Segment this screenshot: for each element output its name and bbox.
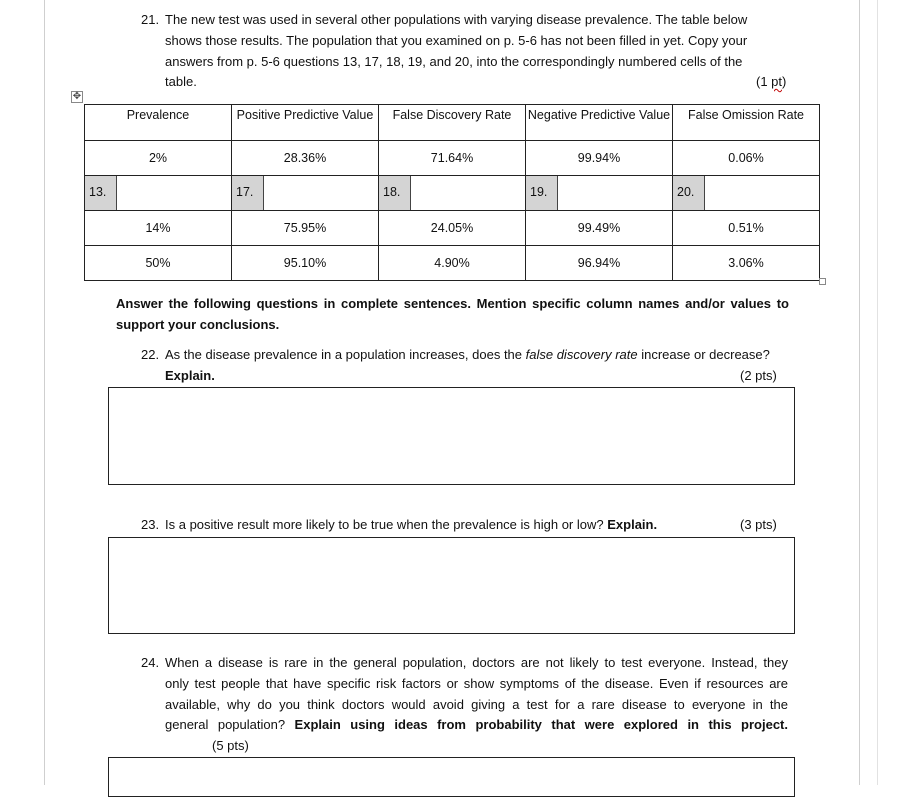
question-21-line-4: table. [165,74,197,89]
question-24-line-4 [165,717,788,732]
table-cell[interactable]: 71.64% [379,141,526,176]
page-edge-left [44,0,45,785]
header-fdr: False Discovery Rate [379,105,526,141]
question-22-explain: Explain. [165,368,215,383]
cell-label-13: 13. [85,176,117,210]
instructions: Answer the following questions in complete sentences. Mention specific column names and/or values to support your conclusions. [116,296,789,332]
question-22-text [165,347,770,362]
points-open: (1 [756,74,772,89]
question-23-points: (3 pts) [740,517,777,532]
question-21-line-1: The new test was used in several other populations with varying disease prevalence. The table below [165,12,748,27]
question-22-points: (2 pts) [740,368,777,383]
cell-label-17: 17. [232,176,264,210]
answer-cell-20[interactable] [673,176,820,211]
table-resize-handle[interactable] [819,278,826,285]
question-22-text-b: increase or decrease? [637,347,770,362]
table-cell[interactable]: 14% [85,211,232,246]
answer-box-23[interactable] [108,537,795,634]
question-21-points [756,74,786,89]
table-cell[interactable]: 0.51% [673,211,820,246]
table-header-row [85,105,820,141]
question-24-line-3: available, why do you think doctors would avoid giving a test for a rare disease to everyone in the [165,697,788,712]
table-cell[interactable]: 99.94% [526,141,673,176]
table-cell[interactable]: 50% [85,246,232,281]
question-23-text-main: Is a positive result more likely to be true when the prevalence is high or low? [165,517,608,532]
table-cell[interactable]: 96.94% [526,246,673,281]
table-row [85,141,820,176]
header-npv: Negative Predictive Value [526,105,673,141]
answer-box-22[interactable] [108,387,795,485]
question-24-number: 24. [141,655,160,670]
table-cell[interactable]: 2% [85,141,232,176]
table-cell[interactable]: 3.06% [673,246,820,281]
table-row-answers [85,176,820,211]
question-21-number: 21. [141,12,160,27]
move-handle-icon[interactable]: ✥ [72,91,82,102]
table-cell[interactable]: 95.10% [232,246,379,281]
table-cell[interactable]: 28.36% [232,141,379,176]
answer-cell-17[interactable] [232,176,379,211]
header-for: False Omission Rate [673,105,820,141]
question-21-line-2: shows those results. The population that you examined on p. 5-6 has not been filled in yet. Copy your [165,33,748,48]
table-row [85,211,820,246]
header-prevalence: Prevalence [85,105,232,141]
question-24-points: (5 pts) [212,738,249,753]
question-24-line-4-plain: general population? [165,717,295,732]
question-22-emphasis: false discovery rate [525,347,638,362]
table-cell[interactable]: 0.06% [673,141,820,176]
table-row [85,246,820,281]
page-edge-right [859,0,860,785]
header-ppv: Positive Predictive Value [232,105,379,141]
table-cell[interactable]: 75.95% [232,211,379,246]
answer-cell-18[interactable] [379,176,526,211]
question-23-text [165,517,657,532]
question-21-line-3: answers from p. 5-6 questions 13, 17, 18, 19, and 20, into the correspondingly numbered cells of the [165,54,743,69]
scroll-edge [877,0,878,785]
question-24-line-2: only test people that have specific risk factors or show symptoms of the disease. Even if resources are [165,676,788,691]
question-23-explain: Explain. [607,517,658,532]
question-24-line-1: When a disease is rare in the general population, doctors are not likely to test everyone. Instead, they [165,655,788,670]
question-23-number: 23. [141,517,160,532]
points-close: ) [782,74,787,89]
question-22-text-a: As the disease prevalence in a population increases, does the [165,347,526,362]
points-word: pt [771,74,783,89]
cell-label-19: 19. [526,176,558,210]
question-22-number: 22. [141,347,160,362]
prevalence-table [84,104,820,281]
cell-label-18: 18. [379,176,411,210]
cell-label-20: 20. [673,176,705,210]
question-24-line-4-bold: Explain using ideas from probability that were explored in this project. [294,717,788,732]
answer-cell-13[interactable] [85,176,232,211]
answer-box-24[interactable] [108,757,795,797]
table-cell[interactable]: 24.05% [379,211,526,246]
answer-cell-19[interactable] [526,176,673,211]
table-cell[interactable]: 99.49% [526,211,673,246]
table-cell[interactable]: 4.90% [379,246,526,281]
